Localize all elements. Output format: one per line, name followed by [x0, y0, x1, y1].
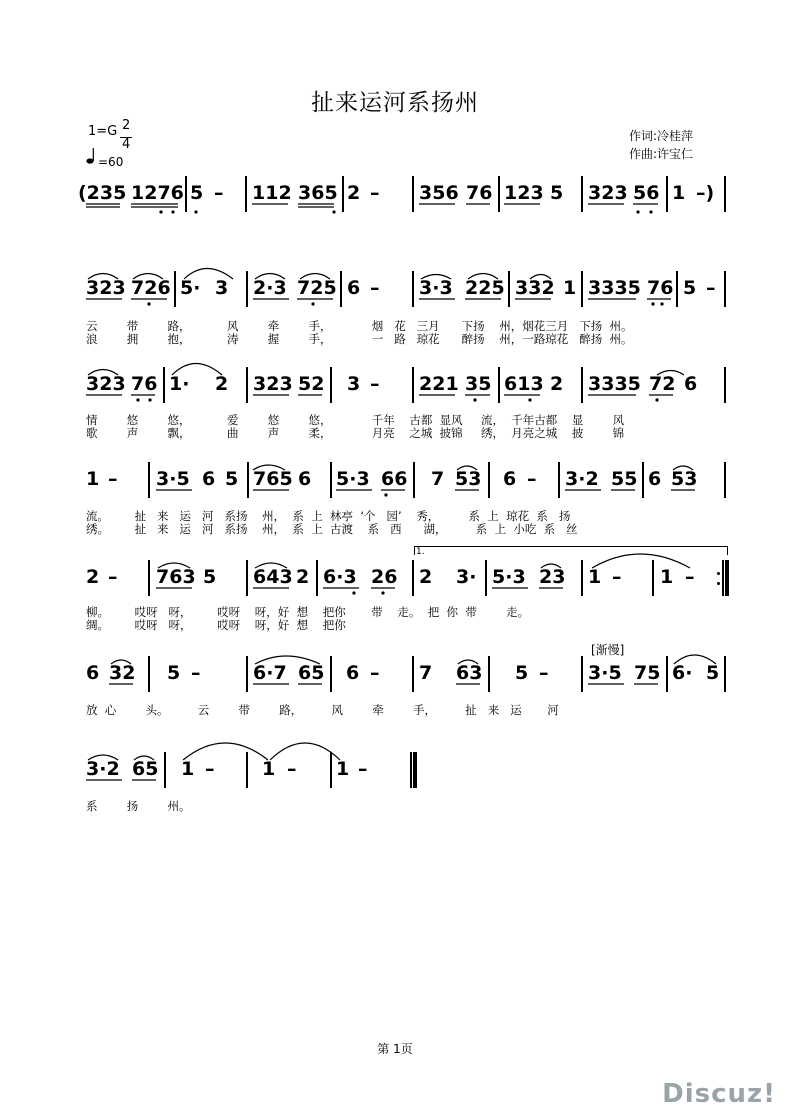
note-group: 1 — [660, 566, 674, 588]
note-group: 7 — [431, 468, 445, 490]
note-group: 5·3 — [336, 468, 370, 490]
note-group: 6 — [648, 468, 662, 490]
bar-line — [412, 367, 414, 403]
bar-line — [724, 176, 726, 212]
note-group: 2 — [215, 373, 229, 395]
bar-line — [488, 462, 490, 498]
bar-line — [247, 462, 249, 498]
note-group: 1 — [181, 758, 195, 780]
note-group: 3 — [347, 373, 361, 395]
volta-bracket — [414, 546, 728, 555]
note-group: 2 — [550, 373, 564, 395]
bar-line — [666, 656, 668, 692]
bar-line — [488, 656, 490, 692]
note-group: 35 — [465, 373, 492, 395]
note-group: 5 — [225, 468, 239, 490]
note-group: 225 — [465, 277, 505, 299]
bar-line — [246, 271, 248, 307]
lyric-line: 绣。 扯 来 运 河 系扬 州， 系 上 古渡 系 西 湖， 系 上 小吃 系 丝 — [86, 522, 578, 536]
bar-line — [724, 271, 726, 307]
note-group: 613 — [504, 373, 544, 395]
note-group: 66 — [381, 468, 408, 490]
note-group: 76 — [647, 277, 674, 299]
note-group: 112 — [252, 182, 292, 204]
note-group: 6·7 — [253, 662, 287, 684]
note-group: 26 — [371, 566, 398, 588]
bar-line — [342, 176, 344, 212]
note-group: 221 — [419, 373, 459, 395]
bar-line — [246, 656, 248, 692]
bar-line — [340, 271, 342, 307]
lyric-line: 系 扬 州。 — [86, 799, 191, 813]
note-group: 1 — [672, 182, 686, 204]
bar-line — [652, 560, 654, 596]
note-group: – — [539, 662, 549, 684]
note-group: 3335 — [588, 373, 641, 395]
bar-line — [581, 656, 583, 692]
lyric-line: 流。 扯 来 运 河 系扬 州， 系 上 林亭 ‘个 园’ 秀， 系 上 琼花 系 扬 — [86, 509, 571, 523]
note-group: 3·2 — [565, 468, 599, 490]
note-group: 6 — [346, 662, 360, 684]
bar-line — [412, 656, 414, 692]
time-signature-bottom: 4 — [122, 137, 131, 152]
note-group: 23 — [539, 566, 566, 588]
bar-line — [185, 176, 187, 212]
note-group: 6 — [202, 468, 216, 490]
bar-line — [148, 656, 150, 692]
note-group: – — [685, 566, 695, 588]
note-group: 5 — [167, 662, 181, 684]
bar-line — [330, 367, 332, 403]
key-signature: 1=G — [88, 124, 118, 139]
note-group: 3335 — [588, 277, 641, 299]
note-group: 5· — [180, 277, 201, 299]
bar-line — [724, 367, 726, 403]
lyric-line: 浪 拥 抱， 涛 握 手， 一 路 琼花 醉扬 州，一路琼花 醉扬 州。 — [86, 332, 633, 346]
note-group: –) — [696, 182, 715, 204]
note-group: 3·5 — [156, 468, 190, 490]
note-group: 65 — [298, 662, 325, 684]
note-group: – — [108, 468, 118, 490]
bar-line — [558, 462, 560, 498]
note-group: 6·3 — [323, 566, 357, 588]
note-group: 53 — [671, 468, 698, 490]
note-group: 3· — [456, 566, 477, 588]
note-group: 63 — [456, 662, 483, 684]
bar-line — [642, 462, 644, 498]
note-group: 2 — [86, 566, 100, 588]
bar-line — [412, 560, 414, 596]
tempo-marking: =60 — [98, 155, 124, 169]
bar-line — [666, 176, 668, 212]
bar-line — [412, 176, 414, 212]
note-group: 3 — [215, 277, 229, 299]
staff-system-1 — [0, 182, 790, 282]
bar-line — [246, 367, 248, 403]
note-group: 2 — [347, 182, 361, 204]
note-group: 3·3 — [419, 277, 453, 299]
note-group: 2 — [419, 566, 433, 588]
note-group: 1 — [563, 277, 577, 299]
note-group: 323 — [588, 182, 628, 204]
note-group: (235 — [78, 182, 127, 204]
note-group: – — [205, 758, 215, 780]
note-group: 5 — [203, 566, 217, 588]
note-group: 726 — [131, 277, 171, 299]
note-group: 2 — [296, 566, 310, 588]
note-group: – — [370, 277, 380, 299]
note-group: 5 — [706, 662, 720, 684]
note-group: 6 — [684, 373, 698, 395]
bar-line — [413, 462, 415, 498]
note-group: 323 — [253, 373, 293, 395]
note-group: 6 — [298, 468, 312, 490]
note-group: 725 — [297, 277, 337, 299]
volta-label: 1. — [416, 547, 425, 557]
note-group: 1 — [588, 566, 602, 588]
lyric-line: 云 带 路， 风 牵 手， 烟 花 三月 下扬 州，烟花三月 下扬 州。 — [86, 319, 633, 333]
page-title: 扯来运河系扬州 — [311, 90, 479, 116]
repeat-dot — [717, 572, 720, 575]
lyric-line: 绸。 哎呀 呀， 哎呀 呀，好 想 把你 — [86, 618, 346, 632]
note-group: 5 — [190, 182, 204, 204]
note-group: 76 — [466, 182, 493, 204]
note-group: 643 — [253, 566, 293, 588]
note-group: 1 — [336, 758, 350, 780]
note-group: 2·3 — [253, 277, 287, 299]
page-number: 第 1页 — [377, 1042, 413, 1056]
bar-line — [676, 271, 678, 307]
note-group: 32 — [109, 662, 136, 684]
note-group: – — [214, 182, 224, 204]
bar-line — [330, 752, 332, 788]
bar-line — [174, 271, 176, 307]
final-bar-line-thick — [413, 752, 417, 788]
note-group: 53 — [455, 468, 482, 490]
note-group: – — [370, 182, 380, 204]
note-group: 65 — [132, 758, 159, 780]
bar-line — [508, 271, 510, 307]
note-group: – — [370, 662, 380, 684]
repeat-dot — [717, 582, 720, 585]
note-group: 6· — [672, 662, 693, 684]
note-group: 763 — [156, 566, 196, 588]
note-group: 323 — [86, 373, 126, 395]
bar-line — [148, 560, 150, 596]
lyric-line: 歌 声 飘， 曲 声 柔， 月亮 之城 披锦 绣， 月亮之城 披 锦 — [86, 426, 625, 440]
note-group: 1 — [262, 758, 276, 780]
note-group: 55 — [611, 468, 638, 490]
note-group: 5·3 — [492, 566, 526, 588]
bar-line — [581, 176, 583, 212]
bar-line — [498, 176, 500, 212]
bar-line — [163, 367, 165, 403]
lyric-line: 柳。 哎呀 呀， 哎呀 呀，好 想 把你 带 走。 把 你 带 走。 — [86, 605, 530, 619]
bar-line — [246, 560, 248, 596]
site-watermark: Discuz! — [662, 1079, 776, 1109]
bar-line — [246, 752, 248, 788]
note-group: 5 — [550, 182, 564, 204]
bar-line — [724, 462, 726, 498]
bar-line — [330, 656, 332, 692]
note-group: 323 — [86, 277, 126, 299]
bar-line — [412, 271, 414, 307]
final-bar-line — [410, 752, 412, 788]
note-group: 3·5 — [588, 662, 622, 684]
note-group: 6 — [86, 662, 100, 684]
note-group: 1· — [169, 373, 190, 395]
lyricist-credit: 作词:冷桂萍 — [629, 129, 694, 143]
note-group: 6 — [347, 277, 361, 299]
note-group: 56 — [633, 182, 660, 204]
note-group: 356 — [419, 182, 459, 204]
note-group: – — [527, 468, 537, 490]
bar-line — [581, 560, 583, 596]
lyric-line: 放 心 头。 云 带 路， 风 牵 手， 扯 来 运 河 — [86, 703, 559, 717]
note-group: – — [358, 758, 368, 780]
quarter-note-icon — [86, 147, 96, 165]
note-group: 1 — [86, 468, 100, 490]
time-signature-top: 2 — [122, 118, 131, 133]
note-group: 3·2 — [86, 758, 120, 780]
repeat-bar-line — [722, 560, 724, 596]
note-group: 7 — [419, 662, 433, 684]
note-group: 123 — [504, 182, 544, 204]
bar-line — [330, 462, 332, 498]
note-group: 332 — [515, 277, 555, 299]
lyric-line: 情 悠 悠， 爱 悠 悠， 千年 古都 显风 流， 千年古都 显 风 — [86, 413, 625, 427]
bar-line — [581, 271, 583, 307]
bar-line — [581, 367, 583, 403]
note-group: – — [108, 566, 118, 588]
bar-line — [498, 367, 500, 403]
note-group: 765 — [253, 468, 293, 490]
bar-line — [485, 560, 487, 596]
note-group: 76 — [131, 373, 158, 395]
note-group: – — [612, 566, 622, 588]
composer-credit: 作曲:许宝仁 — [629, 147, 694, 161]
note-group: 6 — [503, 468, 517, 490]
bar-line — [316, 560, 318, 596]
note-group: 52 — [298, 373, 325, 395]
note-group: – — [706, 277, 716, 299]
note-group: – — [191, 662, 201, 684]
tempo-annotation: [渐慢] — [591, 643, 625, 657]
bar-line — [245, 176, 247, 212]
note-group: 5 — [515, 662, 529, 684]
note-group: 365 — [298, 182, 338, 204]
note-group: 72 — [649, 373, 676, 395]
note-group: 1276 — [131, 182, 184, 204]
bar-line — [164, 752, 166, 788]
repeat-bar-line-thick — [725, 560, 729, 596]
note-group: 5 — [683, 277, 697, 299]
bar-line — [148, 462, 150, 498]
note-group: – — [370, 373, 380, 395]
bar-line — [724, 656, 726, 692]
note-group: 75 — [634, 662, 661, 684]
note-group: – — [287, 758, 297, 780]
